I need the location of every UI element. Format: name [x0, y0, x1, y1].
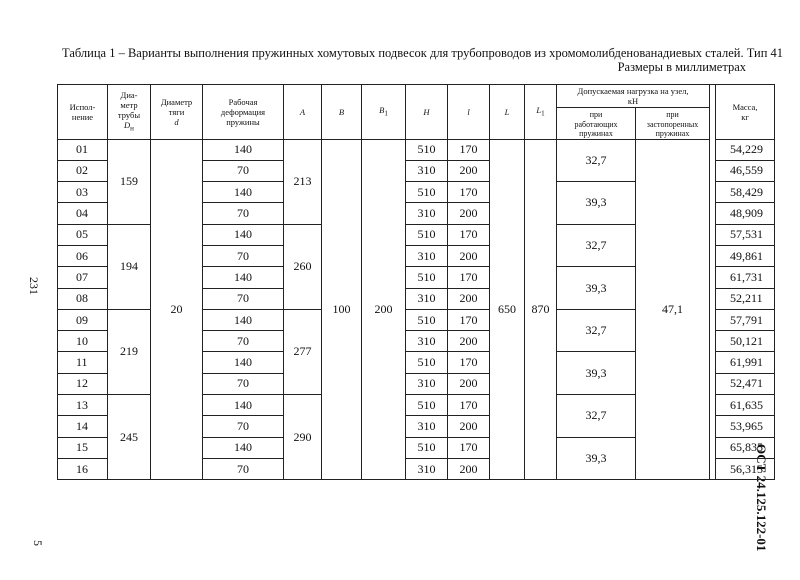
cell-work-deformation: 140	[203, 139, 284, 160]
cell-mass: 46,559	[716, 160, 775, 181]
cell-mass: 57,531	[716, 224, 775, 245]
cell-load-work: 32,7	[557, 224, 636, 267]
header-mass: Масса, кг	[716, 85, 775, 140]
cell-mass: 57,791	[716, 309, 775, 330]
cell-mass: 52,471	[716, 373, 775, 394]
cell-l: 170	[448, 139, 490, 160]
cell-H: 510	[406, 267, 448, 288]
cell-work-deformation: 70	[203, 288, 284, 309]
cell-ispolnenie: 07	[58, 267, 108, 288]
cell-work-deformation: 140	[203, 309, 284, 330]
cell-load-work: 39,3	[557, 267, 636, 310]
cell-l: 170	[448, 352, 490, 373]
cell-work-deformation: 140	[203, 437, 284, 458]
cell-work-deformation: 70	[203, 245, 284, 266]
cell-diameter-pipe: 194	[108, 224, 151, 309]
cell-work-deformation: 70	[203, 416, 284, 437]
cell-mass: 56,315	[716, 458, 775, 479]
cell-mass: 54,229	[716, 139, 775, 160]
cell-A: 277	[284, 309, 322, 394]
cell-l: 170	[448, 182, 490, 203]
cell-H: 310	[406, 416, 448, 437]
cell-ispolnenie: 13	[58, 395, 108, 416]
header-B1: $B_1$	[362, 85, 406, 140]
cell-mass: 50,121	[716, 331, 775, 352]
cell-work-deformation: 140	[203, 395, 284, 416]
cell-work-deformation: 140	[203, 267, 284, 288]
cell-l: 200	[448, 245, 490, 266]
header-A: A	[284, 85, 322, 140]
cell-mass: 49,861	[716, 245, 775, 266]
cell-load-work: 32,7	[557, 139, 636, 182]
cell-H: 310	[406, 373, 448, 394]
cell-ispolnenie: 05	[58, 224, 108, 245]
cell-H: 510	[406, 395, 448, 416]
standard-code: ОСТ 24.125.122-01	[754, 444, 769, 552]
cell-work-deformation: 140	[203, 182, 284, 203]
table-header	[58, 85, 775, 140]
table-caption: Таблица 1 – Варианты выполнения пружинных хомутовых подвесок для трубопроводов из хромомолибденованадиевых сталей. Тип 41	[62, 46, 784, 60]
cell-ispolnenie: 08	[58, 288, 108, 309]
cell-H: 310	[406, 203, 448, 224]
header-diameter-rod: Диаметр тяги d	[151, 85, 203, 140]
header-l: l	[448, 85, 490, 140]
cell-ispolnenie: 06	[58, 245, 108, 266]
header-L: L	[490, 85, 525, 140]
cell-work-deformation: 70	[203, 203, 284, 224]
cell-mass: 65,835	[716, 437, 775, 458]
header-B: B	[322, 85, 362, 140]
cell-load-work: 32,7	[557, 395, 636, 438]
cell-work-deformation: 140	[203, 224, 284, 245]
cell-ispolnenie: 03	[58, 182, 108, 203]
cell-ispolnenie: 15	[58, 437, 108, 458]
cell-mass: 61,635	[716, 395, 775, 416]
cell-ispolnenie: 10	[58, 331, 108, 352]
header-work-deformation: Рабочая деформация пружины	[203, 85, 284, 140]
cell-l: 200	[448, 331, 490, 352]
cell-load-work: 39,3	[557, 352, 636, 395]
cell-L1: 870	[525, 139, 557, 480]
cell-l: 170	[448, 437, 490, 458]
cell-H: 510	[406, 352, 448, 373]
cell-work-deformation: 70	[203, 458, 284, 479]
cell-diameter-pipe: 245	[108, 395, 151, 480]
cell-mass: 52,211	[716, 288, 775, 309]
variants-table	[57, 84, 775, 480]
cell-ispolnenie: 09	[58, 309, 108, 330]
cell-l: 200	[448, 416, 490, 437]
header-L1: $L_1$	[525, 85, 557, 140]
units-note: Размеры в миллиметрах	[617, 60, 746, 74]
header-load-locked: при застопоренных пружинах	[636, 108, 710, 140]
cell-l: 200	[448, 203, 490, 224]
cell-ispolnenie: 11	[58, 352, 108, 373]
cell-l: 170	[448, 395, 490, 416]
cell-diameter-pipe: 159	[108, 139, 151, 224]
cell-l: 200	[448, 373, 490, 394]
page-number-rotated: 231	[27, 277, 41, 295]
cell-B1: 200	[362, 139, 406, 480]
cell-H: 310	[406, 245, 448, 266]
cell-load-work: 32,7	[557, 309, 636, 352]
cell-l: 200	[448, 160, 490, 181]
cell-l: 200	[448, 288, 490, 309]
cell-H: 510	[406, 139, 448, 160]
cell-H: 310	[406, 458, 448, 479]
header-load: Допускаемая нагрузка на узел, кН	[557, 85, 710, 108]
table-body	[58, 139, 775, 480]
cell-ispolnenie: 01	[58, 139, 108, 160]
cell-H: 510	[406, 224, 448, 245]
header-ispolnenie: Испол- нение	[58, 85, 108, 140]
table-row	[58, 139, 775, 160]
cell-H: 310	[406, 331, 448, 352]
cell-mass: 58,429	[716, 182, 775, 203]
cell-ispolnenie: 02	[58, 160, 108, 181]
cell-work-deformation: 70	[203, 373, 284, 394]
cell-ispolnenie: 14	[58, 416, 108, 437]
cell-A: 213	[284, 139, 322, 224]
cell-work-deformation: 70	[203, 160, 284, 181]
cell-load-work: 39,3	[557, 437, 636, 480]
cell-ispolnenie: 12	[58, 373, 108, 394]
cell-L: 650	[490, 139, 525, 480]
cell-A: 290	[284, 395, 322, 480]
cell-l: 200	[448, 458, 490, 479]
cell-H: 510	[406, 309, 448, 330]
cell-work-deformation: 70	[203, 331, 284, 352]
cell-load-work: 39,3	[557, 182, 636, 225]
cell-diameter-pipe: 219	[108, 309, 151, 394]
cell-B: 100	[322, 139, 362, 480]
cell-mass: 53,965	[716, 416, 775, 437]
header-load-work: при работающих пружинах	[557, 108, 636, 140]
cell-H: 510	[406, 182, 448, 203]
cell-load-locked: 47,1	[636, 139, 710, 480]
cell-l: 170	[448, 267, 490, 288]
cell-H: 510	[406, 437, 448, 458]
cell-mass: 61,731	[716, 267, 775, 288]
cell-H: 310	[406, 160, 448, 181]
header-diameter-pipe: Диа- метр трубы $D_н$	[108, 85, 151, 140]
cell-A: 260	[284, 224, 322, 309]
page-number-bottom: 5	[31, 540, 45, 546]
cell-mass: 48,909	[716, 203, 775, 224]
cell-l: 170	[448, 224, 490, 245]
cell-l: 170	[448, 309, 490, 330]
cell-ispolnenie: 16	[58, 458, 108, 479]
cell-mass: 61,991	[716, 352, 775, 373]
cell-H: 310	[406, 288, 448, 309]
cell-work-deformation: 140	[203, 352, 284, 373]
header-H: H	[406, 85, 448, 140]
cell-ispolnenie: 04	[58, 203, 108, 224]
cell-diameter-rod: 20	[151, 139, 203, 480]
